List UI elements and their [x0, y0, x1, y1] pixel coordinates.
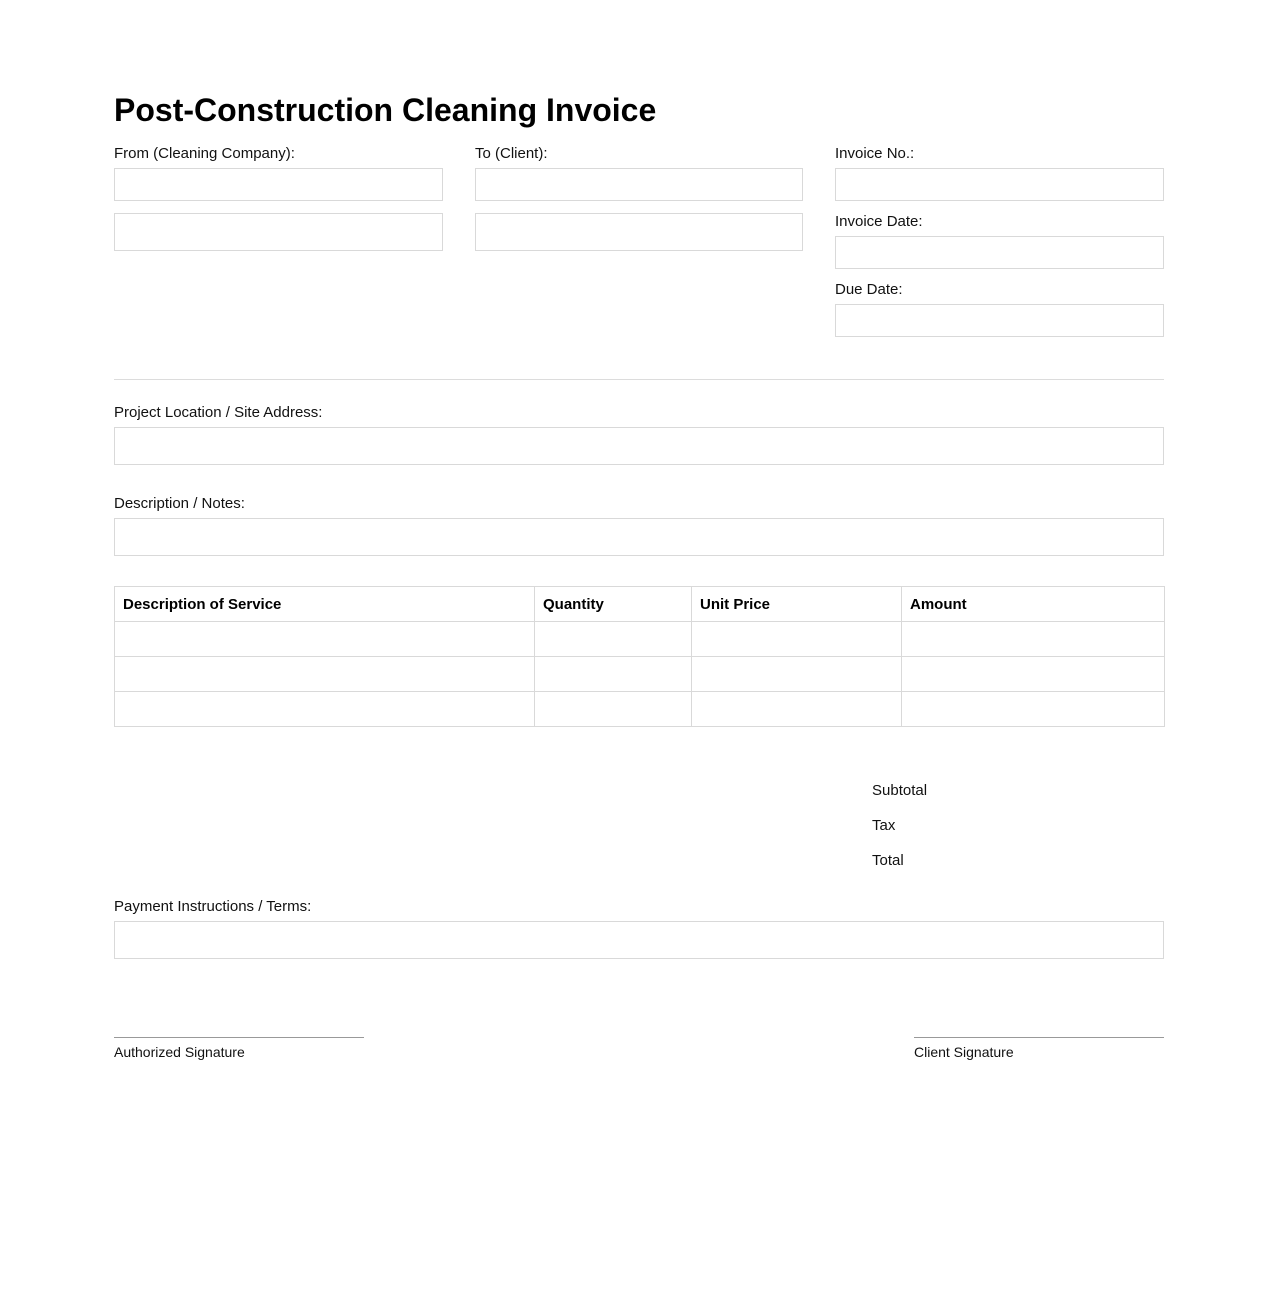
section-divider [114, 379, 1164, 380]
cell-amount[interactable] [902, 622, 1165, 657]
from-line1-input[interactable] [114, 168, 443, 201]
page-title: Post-Construction Cleaning Invoice [114, 92, 657, 128]
due-date-label: Due Date: [835, 281, 903, 298]
authorized-signature-label: Authorized Signature [114, 1044, 245, 1060]
cell-description[interactable] [115, 622, 535, 657]
cell-amount[interactable] [902, 692, 1165, 727]
client-signature-label: Client Signature [914, 1044, 1014, 1060]
col-amount: Amount [902, 587, 1165, 622]
to-line2-input[interactable] [475, 213, 803, 251]
invoice-no-input[interactable] [835, 168, 1164, 201]
notes-label: Description / Notes: [114, 495, 245, 512]
tax-label: Tax [872, 817, 896, 834]
to-label: To (Client): [475, 145, 548, 162]
table-header-row [115, 587, 1165, 622]
cell-description[interactable] [115, 692, 535, 727]
cell-quantity[interactable] [535, 692, 692, 727]
project-location-input[interactable] [114, 427, 1164, 465]
cell-unit-price[interactable] [692, 657, 902, 692]
to-line1-input[interactable] [475, 168, 803, 201]
table-row [115, 622, 1165, 657]
cell-description[interactable] [115, 657, 535, 692]
authorized-signature-line[interactable] [114, 1037, 364, 1038]
cell-unit-price[interactable] [692, 692, 902, 727]
invoice-date-label: Invoice Date: [835, 213, 923, 230]
cell-quantity[interactable] [535, 657, 692, 692]
subtotal-label: Subtotal [872, 782, 928, 799]
col-quantity: Quantity [535, 587, 692, 622]
from-line2-input[interactable] [114, 213, 443, 251]
cell-unit-price[interactable] [692, 622, 902, 657]
cell-amount[interactable] [902, 657, 1165, 692]
project-location-label: Project Location / Site Address: [114, 404, 323, 421]
notes-input[interactable] [114, 518, 1164, 556]
total-label: Total [872, 852, 904, 869]
due-date-input[interactable] [835, 304, 1164, 337]
client-signature-line[interactable] [914, 1037, 1164, 1038]
services-table [114, 586, 1165, 727]
invoice-no-label: Invoice No.: [835, 145, 915, 162]
payment-input[interactable] [114, 921, 1164, 959]
col-description: Description of Service [115, 587, 535, 622]
invoice-date-input[interactable] [835, 236, 1164, 269]
cell-quantity[interactable] [535, 622, 692, 657]
payment-label: Payment Instructions / Terms: [114, 898, 312, 915]
col-unit-price: Unit Price [692, 587, 902, 622]
table-row [115, 657, 1165, 692]
from-label: From (Cleaning Company): [114, 145, 295, 162]
table-row [115, 692, 1165, 727]
